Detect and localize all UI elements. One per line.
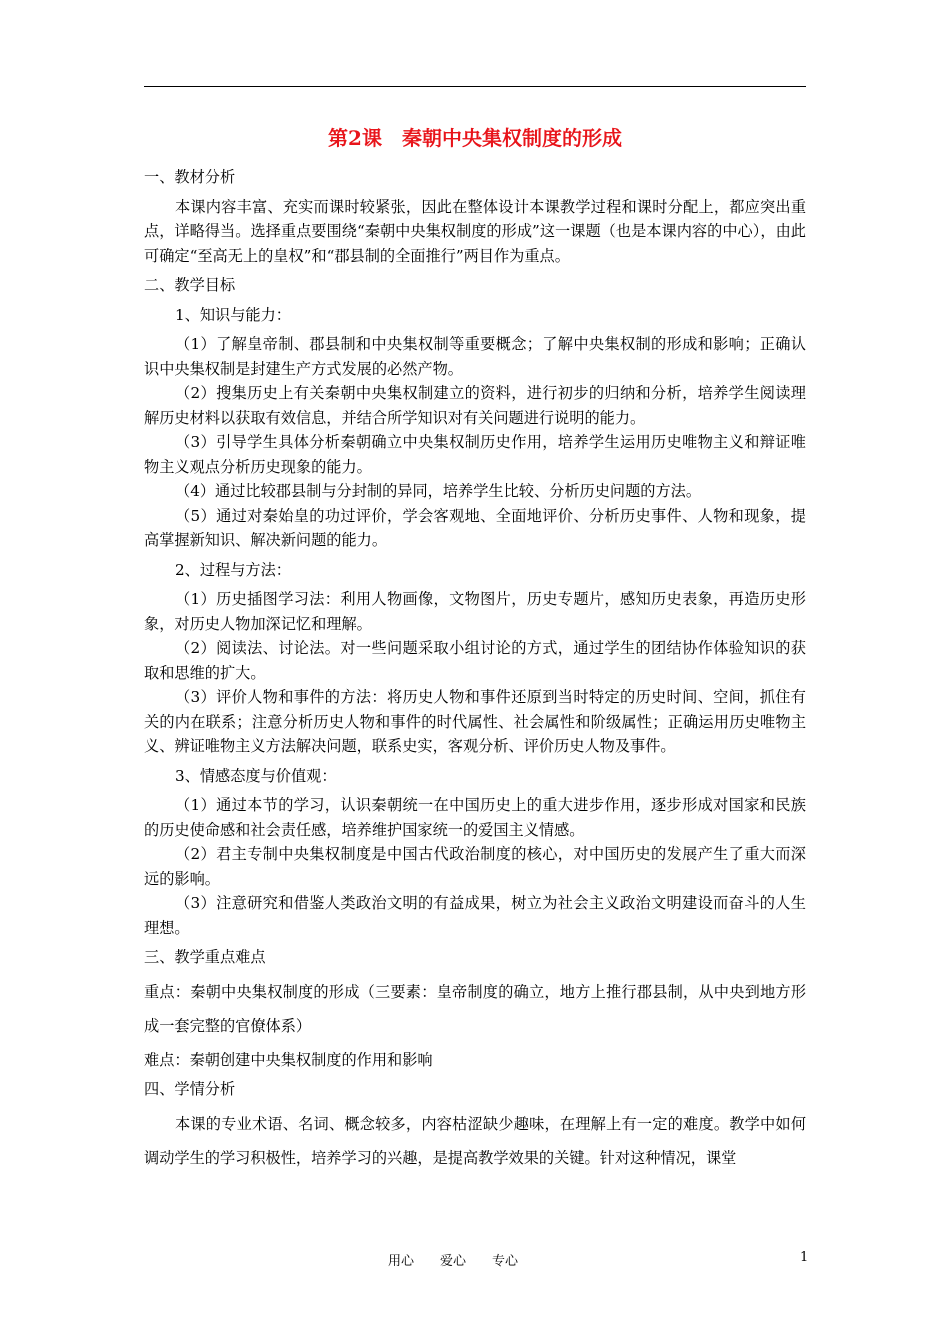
knowledge-item-4: （4）通过比较郡县制与分封制的异同，培养学生比较、分析历史问题的方法。: [175, 482, 702, 500]
method-item-1: （1）历史插图学习法：利用人物画像，文物图片，历史专题片，感知历史表象，再造历史形象，对历史人物加深记忆和理解。: [144, 590, 806, 633]
section-heading-analysis: 一、教材分析: [144, 168, 236, 186]
method-item-2: （2）阅读法、讨论法。对一些问题采取小组讨论的方式，通过学生的团结协作体验知识的获取和思维的扩大。: [144, 639, 806, 682]
document-body: [144, 165, 806, 1175]
value-item-2: （2）君主专制中央集权制度是中国古代政治制度的核心，对中国历史的发展产生了重大而深远的影响。: [144, 845, 806, 888]
value-item-1: （1）通过本节的学习，认识秦朝统一在中国历史上的重大进步作用，逐步形成对国家和民族的历史使命感和社会责任感，培养维护国家统一的爱国主义情感。: [144, 796, 806, 839]
header-rule: [144, 86, 806, 87]
subheading-values: 3、情感态度与价值观：: [175, 766, 337, 785]
page-title: 第2课 秦朝中央集权制度的形成: [328, 126, 622, 150]
value-item-3: （3）注意研究和借鉴人类政治文明的有益成果，树立为社会主义政治文明建设而奋斗的人生理想。: [144, 894, 806, 937]
key-point: 重点：秦朝中央集权制度的形成（三要素：皇帝制度的确立，地方上推行郡县制，从中央到地方形成一套完整的官僚体系）: [144, 982, 806, 1035]
subheading-knowledge: 1、知识与能力：: [175, 305, 291, 324]
knowledge-item-1: （1）了解皇帝制、郡县制和中央集权制等重要概念；了解中央集权制的形成和影响；正确认识中央集权制是封建生产方式发展的必然产物。: [144, 335, 806, 378]
section-heading-learner-analysis: 四、学情分析: [144, 1080, 236, 1098]
subheading-process: 2、过程与方法：: [175, 560, 291, 579]
footer-motto: 用心 爱心 专心: [388, 1254, 519, 1269]
knowledge-item-3: （3）引导学生具体分析秦朝确立中央集权制历史作用，培养学生运用历史唯物主义和辩证唯物主义观点分析历史现象的能力。: [144, 433, 806, 476]
difficult-point: 难点：秦朝创建中央集权制度的作用和影响: [144, 1050, 433, 1069]
page-number: 1: [800, 1250, 809, 1265]
section-heading-objectives: 二、教学目标: [144, 276, 236, 294]
knowledge-item-2: （2）搜集历史上有关秦朝中央集权制建立的资料，进行初步的归纳和分析，培养学生阅读理解历史材料以获取有效信息，并结合所学知识对有关问题进行说明的能力。: [144, 384, 806, 427]
method-item-3: （3）评价人物和事件的方法：将历史人物和事件还原到当时特定的历史时间、空间，抓住有关的内在联系；注意分析历史人物和事件的时代属性、社会属性和阶级属性；正确运用历史唯物主义、辨证唯物主义方法解决问题，联系史实，客观分析、评价历史人物及事件。: [144, 688, 806, 755]
knowledge-item-5: （5）通过对秦始皇的功过评价，学会客观地、全面地评价、分析历史事件、人物和现象，提高掌握新知识、解决新问题的能力。: [144, 506, 806, 549]
paragraph-analysis: 本课内容丰富、充实而课时较紧张，因此在整体设计本课教学过程和课时分配上，都应突出重点，详略得当。选择重点要围绕“秦朝中央集权制度的形成”这一课题（也是本课内容的中心），由此可确定“至高无上的皇权”和“郡县制的全面推行”两目作为重点。: [144, 197, 806, 265]
section-heading-key-points: 三、教学重点难点: [144, 948, 266, 966]
paragraph-learner-analysis: 本课的专业术语、名词、概念较多，内容枯涩缺少趣味，在理解上有一定的难度。教学中如何调动学生的学习积极性，培养学习的兴趣，是提高教学效果的关键。针对这种情况，课堂: [144, 1114, 806, 1167]
